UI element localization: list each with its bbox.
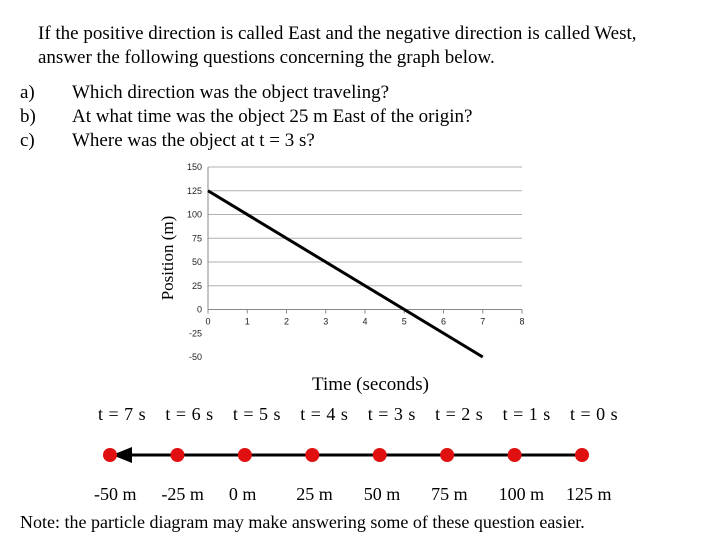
time-label: t = 2 s — [435, 404, 484, 424]
note-text: Note: the particle diagram may make answering some of these question easier. — [20, 512, 585, 532]
x-tick-label: 0 — [205, 316, 211, 327]
y-tick-label: 50 — [191, 257, 202, 267]
particle-dot — [238, 448, 252, 462]
position-label: 125 m — [566, 484, 612, 504]
question-text: Which direction was the object traveling? — [72, 82, 390, 103]
y-tick-label: -50 — [188, 352, 202, 362]
y-tick-label: 25 — [191, 280, 202, 291]
time-label: t = 7 s — [98, 404, 147, 424]
x-tick-label: 2 — [283, 316, 290, 327]
particle-dot — [440, 448, 454, 462]
intro-text: If the positive direction is called East and the negative direction is called West, answer the following questions concerning the graph below. — [38, 23, 637, 68]
x-tick-label: 7 — [480, 316, 486, 327]
x-tick-label: 8 — [519, 316, 525, 327]
x-tick-label: 3 — [323, 316, 329, 327]
x-tick-label: 4 — [362, 316, 368, 327]
particle-dot — [305, 448, 319, 462]
y-tick-label: 0 — [196, 304, 202, 315]
time-label: t = 1 s — [502, 404, 551, 424]
position-label: 100 m — [498, 484, 545, 504]
y-tick-label: 150 — [186, 162, 202, 172]
position-label: 0 m — [228, 484, 257, 504]
time-label: t = 0 s — [570, 404, 619, 424]
y-tick-label: 100 — [186, 209, 202, 220]
position-label: 25 m — [296, 484, 333, 504]
particle-dot — [103, 448, 117, 462]
y-tick-label: -25 — [188, 328, 202, 339]
question-text: At what time was the object 25 m East of the origin? — [72, 106, 473, 127]
time-label: t = 4 s — [300, 404, 349, 424]
particle-dot — [575, 448, 589, 462]
particle-dot — [170, 448, 184, 462]
position-label: -25 m — [161, 484, 204, 504]
y-axis-title: Position (m) — [158, 215, 177, 301]
x-tick-label: 5 — [401, 316, 407, 327]
position-label: 75 m — [431, 484, 468, 504]
time-label: t = 5 s — [232, 404, 282, 424]
particle-dot — [373, 448, 387, 462]
question-label: c) — [20, 130, 35, 151]
question-label: b) — [20, 106, 36, 127]
x-axis-title: Time (seconds) — [312, 374, 429, 395]
x-tick-label: 1 — [244, 316, 250, 327]
question-label: a) — [20, 82, 35, 103]
time-label: t = 3 s — [367, 404, 416, 424]
time-label: t = 6 s — [165, 404, 214, 424]
position-label: -50 m — [94, 484, 137, 504]
y-tick-label: 75 — [191, 233, 202, 244]
question-text: Where was the object at t = 3 s? — [72, 130, 315, 151]
position-label: 50 m — [363, 484, 401, 504]
position-line — [208, 191, 486, 357]
y-tick-label: 125 — [186, 185, 202, 196]
particle-dot — [508, 448, 522, 462]
x-tick-label: 6 — [440, 316, 447, 327]
